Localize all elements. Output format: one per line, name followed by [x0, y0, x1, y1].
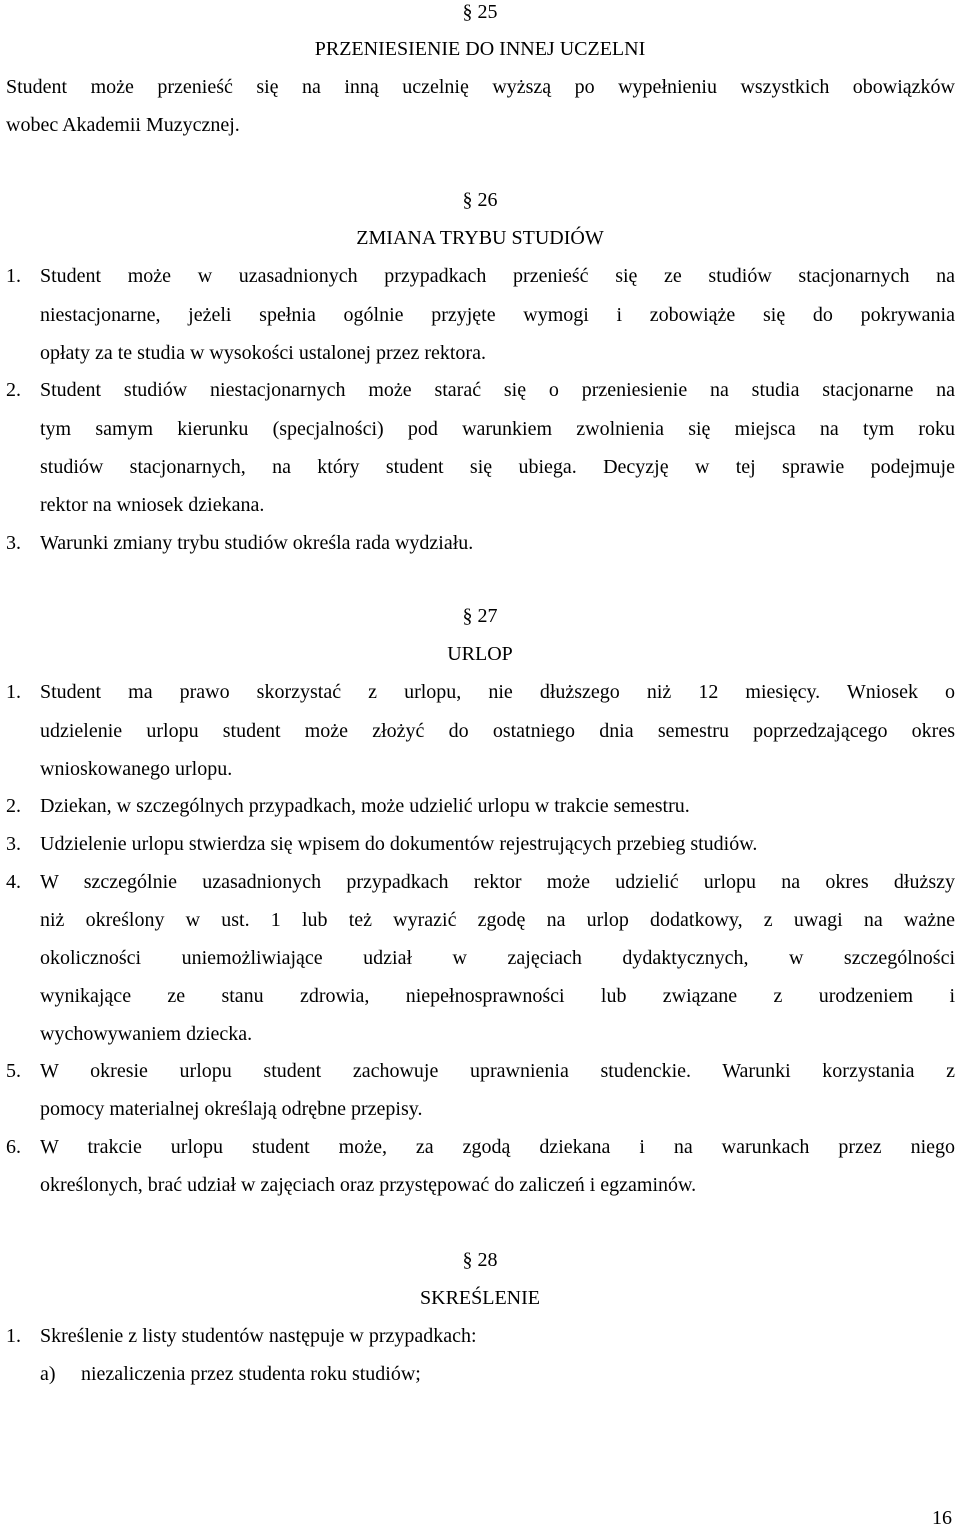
item-line: niż określony w ust. 1 lub też wyrazić zgodę na urlop dodatkowy, z uwagi na ważne [40, 909, 955, 931]
item-number: 1. [6, 681, 21, 703]
item-line: Warunki zmiany trybu studiów określa rada wydziału. [40, 532, 474, 554]
item-line: okoliczności uniemożliwiające udział w zajęciach dydaktycznych, w szczególności [40, 947, 955, 969]
item-number: 1. [6, 265, 21, 287]
item-line: udzielenie urlopu student może złożyć do ostatniego dnia semestru poprzedzającego okres [40, 720, 955, 742]
item-line: Skreślenie z listy studentów następuje w przypadkach: [40, 1325, 477, 1347]
section-number: § 26 [462, 189, 498, 211]
item-line: studiów stacjonarnych, na który student się ubiega. Decyzję w tej sprawie podejmuje [40, 456, 955, 478]
item-line: tym samym kierunku (specjalności) pod warunkiem zwolnienia się miejsca na tym roku [40, 418, 955, 440]
page-number: 16 [932, 1507, 952, 1529]
paragraph-line: wobec Akademii Muzycznej. [6, 114, 240, 136]
item-line: rektor na wniosek dziekana. [40, 494, 265, 516]
subitem-letter: a) [40, 1363, 56, 1385]
item-line: opłaty za te studia w wysokości ustalonej przez rektora. [40, 342, 486, 364]
item-line: wynikające ze stanu zdrowia, niepełnosprawności lub związane z urodzeniem i [40, 985, 955, 1007]
item-line: Udzielenie urlopu stwierdza się wpisem do dokumentów rejestrujących przebieg studiów. [40, 833, 758, 855]
item-number: 1. [6, 1325, 21, 1347]
item-line: określonych, brać udział w zajęciach oraz przystępować do zaliczeń i egzaminów. [40, 1174, 697, 1196]
item-number: 4. [6, 871, 21, 893]
item-line: wnioskowanego urlopu. [40, 758, 233, 780]
item-line: W okresie urlopu student zachowuje uprawnienia studenckie. Warunki korzystania z [40, 1060, 955, 1082]
section-number: § 25 [462, 1, 498, 23]
section-title: PRZENIESIENIE DO INNEJ UCZELNI [314, 38, 646, 60]
item-number: 6. [6, 1136, 21, 1158]
section-title: ZMIANA TRYBU STUDIÓW [356, 227, 604, 249]
item-number: 5. [6, 1060, 21, 1082]
item-number: 3. [6, 532, 21, 554]
item-line: pomocy materialnej określają odrębne przepisy. [40, 1098, 423, 1120]
section-number: § 27 [462, 605, 498, 627]
item-line: wychowywaniem dziecka. [40, 1023, 253, 1045]
item-line: Student może w uzasadnionych przypadkach przenieść się ze studiów stacjonarnych na [40, 265, 955, 287]
item-line: Dziekan, w szczególnych przypadkach, może udzielić urlopu w trakcie semestru. [40, 795, 690, 817]
item-line: W trakcie urlopu student może, za zgodą dziekana i na warunkach przez niego [40, 1136, 955, 1158]
paragraph-line: Student może przenieść się na inną uczelnię wyższą po wypełnieniu wszystkich obowiązków [6, 76, 955, 98]
item-number: 3. [6, 833, 21, 855]
section-title: URLOP [447, 643, 513, 665]
item-line: Student studiów niestacjonarnych może starać się o przeniesienie na studia stacjonarne na [40, 379, 955, 401]
item-line: W szczególnie uzasadnionych przypadkach rektor może udzielić urlopu na okres dłuższy [40, 871, 955, 893]
item-number: 2. [6, 795, 21, 817]
item-line: niestacjonarne, jeżeli spełnia ogólnie przyjęte wymogi i zobowiąże się do pokrywania [40, 304, 955, 326]
subitem-line: niezaliczenia przez studenta roku studiów; [81, 1363, 421, 1385]
section-number: § 28 [462, 1249, 498, 1271]
section-title: SKREŚLENIE [420, 1287, 540, 1309]
item-number: 2. [6, 379, 21, 401]
item-line: Student ma prawo skorzystać z urlopu, nie dłuższego niż 12 miesięcy. Wniosek o [40, 681, 955, 703]
